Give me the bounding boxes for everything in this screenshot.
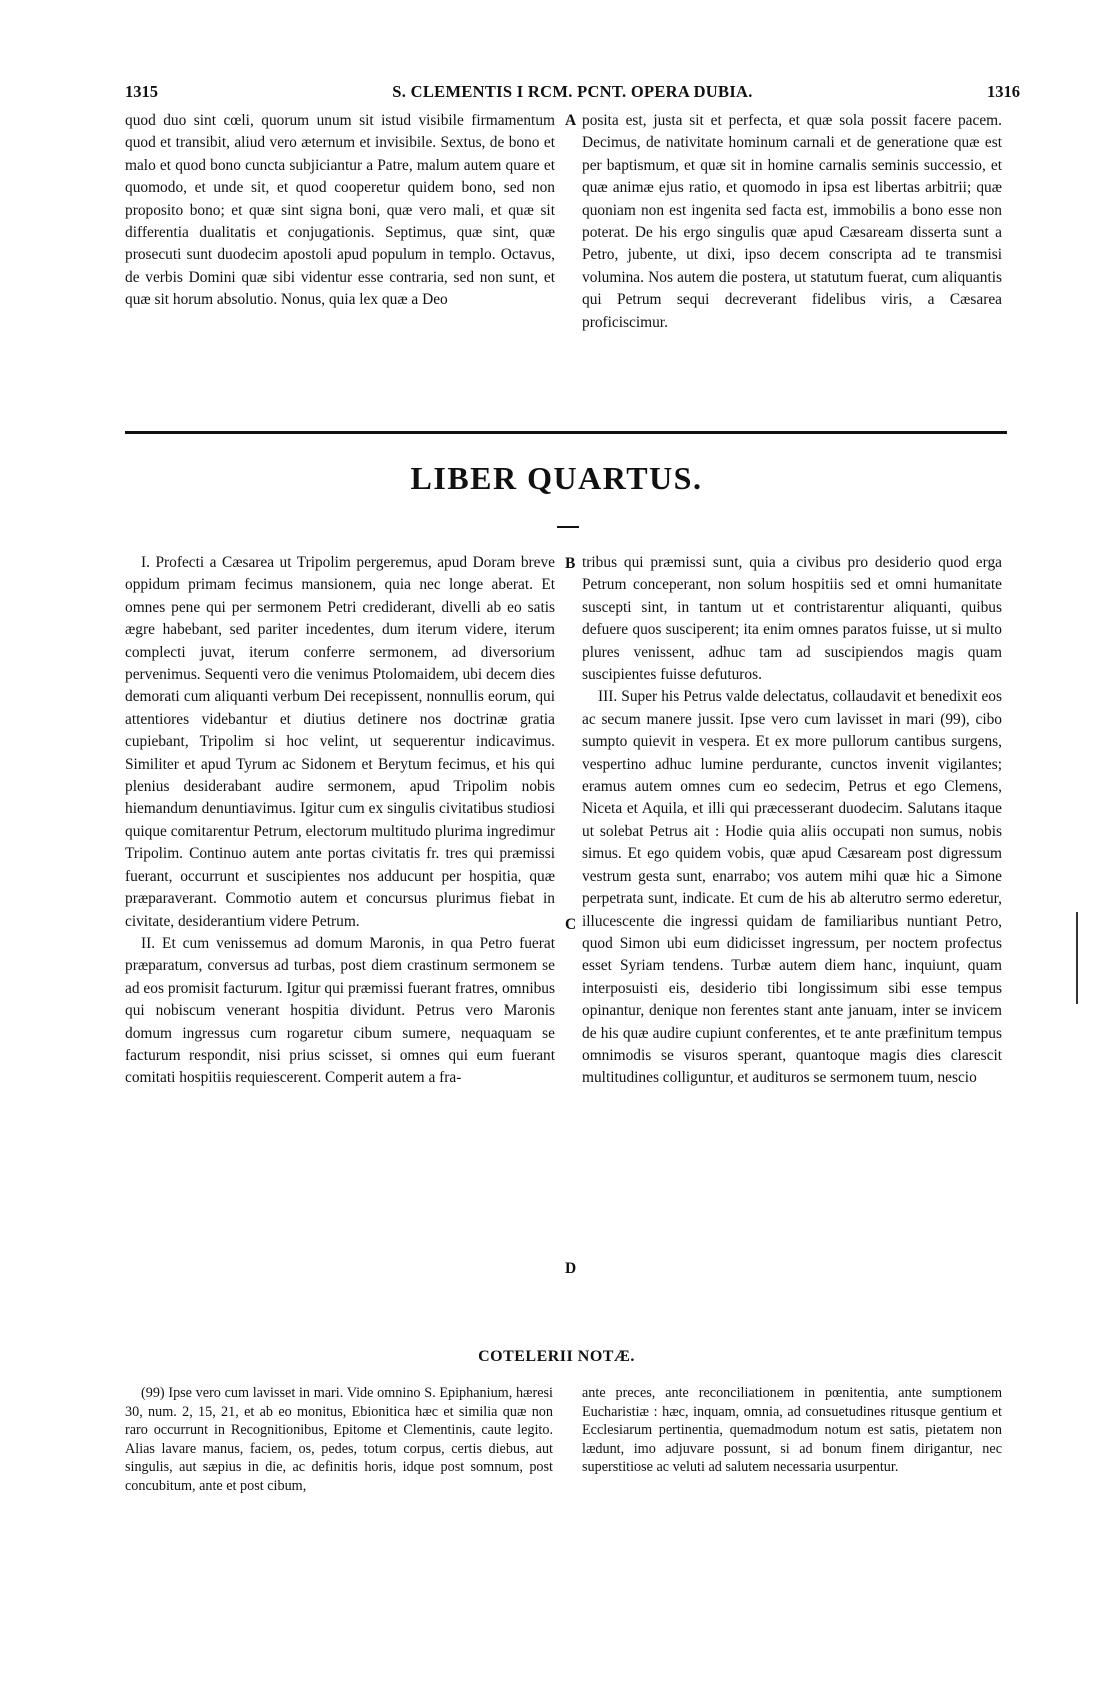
notes-title: COTELERII NOTÆ. [478, 1348, 635, 1365]
margin-vertical-bar [1076, 912, 1078, 1004]
running-header [125, 82, 1020, 108]
note-99: (99) Ipse vero cum lavisset in mari. Vide omnino S. Epiphanium, hæresi 30, num. 2, 15, 21, et ab eo monitus, Ebionitica hæc et similia quæ non raro occurrunt in Recognitionibus, Epitome et Clementinis, caute legito. Alias lavare manus, faciem, os, pedes, totum corpus, certis diebus, aut singulis, aut sæpius in die, ac definitis horis, idque post somnum, post concubitum, ante et post cibum, [125, 1385, 553, 1494]
margin-letter-d: D [565, 1260, 577, 1277]
notes-right-column [582, 1384, 1002, 1477]
paragraph-3: III. Super his Petrus valde delectatus, collaudavit et benedixit eos ac secum manere jussit. Ipse vero cum lavisset in mari (99), cibo sumpto quievit in vespera. Et ex more pullorum cantibus surgens, vespertino adhuc lumine perdurante, cunctos invenit vigilantes; eramus autem omnes cum eo sedecim, Petrus et ego Clemens, Niceta et Aquila, et illi qui præcesserant duodecim. Salutans itaque ut solebat Petrus ait : Hodie quia aliis occupati non sumus, nobis simus. Et ego quidem vobis, quæ apud Cæsaream post digressum vestrum gesta sunt, enarrabo; vos autem mihi quæ hic a Simone perpetrata sunt, indicate. Et cum de his ab alterutro sermo ederetur, illucescente die ingressi quidam de familiaribus nuntiant Petro, quod Simon ubi eum didicisset ingressum, per noctem profectus esset Syriam tendens. Turbæ autem diem hanc, inquiunt, quam interposuisti eis, desiderio tibi longissimum sibi esse tempus opinantur, denique non ferentes stant ante januam, inter se invicem de his quæ audire cupiunt conferentes, et te ante præfinitum tempus omnimodis se visuros sperant, quantoque magis dies clarescit multitudines colliguntur, et audituros se sermonem tuum, nescio [582, 688, 1002, 1087]
page-number-right: 1316 [987, 82, 1020, 101]
top-right-text: posita est, justa sit et perfecta, et quæ sola possit facere pacem. Decimus, de nativitate hominum carnali et de generatione quæ est per baptismum, et quæ sit in homine carnalis seminis successio, et quæ animæ ejus ratio, et quomodo in ipsa est libertas arbitrii; quæ quoniam non est ingenita sed facta est, immobilis a bono esse non poterat. De his ergo singulis quæ apud Cæsaream disserta sunt a Petro, jubente, ut dixi, ipso decem conscripta ad te transmisi volumina. Nos autem die postera, ut statutum fuerat, cum aliquantis qui Petrum sequi decreverant fidelibus viris, a Cæsarea proficiscimur. [582, 112, 1002, 331]
paragraph-2-continued: tribus qui præmissi sunt, quia a civibus pro desiderio quod erga Petrum conceperant, non solum hospitiis sed et omni humanitate suscepti sint, in tantum ut et contristarentur aliquanti, quibus defuere quos susciperent; ita enim omnes paratos fuisse, ut si multo plures venissent, adhuc tam ad suscipiendos magis quam suscipientes fuisse defuturos. [582, 554, 1002, 684]
margin-letter-c: C [565, 916, 577, 933]
main-left-column [125, 552, 555, 1090]
margin-letter-b: B [565, 555, 576, 572]
paragraph-1: I. Profecti a Cæsarea ut Tripolim pergeremus, apud Doram breve oppidum primam fecimus mansionem, quia nec longe aberat. Et omnes pene qui per sermonem Petri crediderant, divelli ab eo satis ægre habebant, sed pariter incedentes, dum iterum videre, iterum complecti juvat, iterum conferre sermonem, ad diversorium pervenimus. Sequenti vero die venimus Ptolomaidem, ubi decem dies demorati cum aliquanti verbum Dei recepissent, nonnullis eorum, qui attentiores videbantur et diutius detinere nos doctrinæ gratia cupiebant, Tripolim si hoc velint, ut sequerentur indicavimus. Similiter et apud Tyrum ac Sidonem et Berytum fecimus, et his qui plenius desiderabant audire sermonem, apud Tripolim nobis hiemandum denuntiavimus. Igitur cum ex singulis civitatibus studiosi quique comitarentur Petrum, electorum multitudo plurima ingredimur Tripolim. Continuo autem ante portas civitatis fr. tres qui præmissi fuerant, occurrunt et suscipientes nos adducunt per hospitia, quæ præparaverant. Commotio autem et concursus plurimus fiebat in civitate, desiderantium videre Petrum. [125, 554, 555, 930]
book-title: LIBER QUARTUS. [410, 460, 703, 496]
margin-letter-a: A [565, 112, 577, 129]
top-left-column [125, 110, 555, 312]
paragraph-2: II. Et cum venissemus ad domum Maronis, in qua Petro fuerat præparatum, conversus ad turbas, post diem crastinum sermonem se ad eos promisit facturum. Igitur qui præmissi fuerant fratres, omnibus qui nobiscum venerant hospitia dividunt. Petrus vero Maronis domum ingressus cum rogaretur cibum sumere, nequaquam se facturum respondit, nisi prius scisset, si omnes qui eum fuerant comitati hospitiis requiescerent. Comperit autem a fra- [125, 934, 555, 1087]
section-divider [125, 431, 1007, 434]
note-99-continued: ante preces, ante reconciliationem in pœnitentia, ante sumptionem Eucharistiæ : hæc, inquam, omnia, ad consuetudines ritusque gentium et Ecclesiarum pertinentia, quemadmodum notum est satis, pietatem non lædunt, imo adjuvare possunt, si ad bonum finem dirigantur, nec superstitiose ac veluti ad salutem necessaria usurpentur. [582, 1385, 1002, 1476]
notes-left-column [125, 1384, 553, 1496]
top-left-text: quod duo sint cœli, quorum unum sit istud visibile firmamentum quod et transibit, aliud vero æternum et invisibile. Sextus, de bono et malo et quod bono cuncta subjiciantur a Patre, malum autem quare et quomodo, et unde sit, et quod cooperetur quidem bono, sed non proposito bono; et quæ sint signa boni, quæ vero mali, et quæ sit differentia dualitatis et conjugationis. Septimus, quæ sint, quæ prosecuti sunt duodecim apostoli apud populum in templo. Octavus, de verbis Domini quæ sibi videntur esse contraria, sed non sunt, et quæ sit horum absolutio. Nonus, quia lex quæ a Deo [125, 112, 555, 309]
running-title: S. CLEMENTIS I RCM. PCNT. OPERA DUBIA. [392, 82, 753, 101]
title-dash [557, 526, 579, 528]
main-right-column [582, 552, 1002, 1090]
top-right-column [582, 110, 1002, 334]
page-number-left: 1315 [125, 82, 158, 101]
